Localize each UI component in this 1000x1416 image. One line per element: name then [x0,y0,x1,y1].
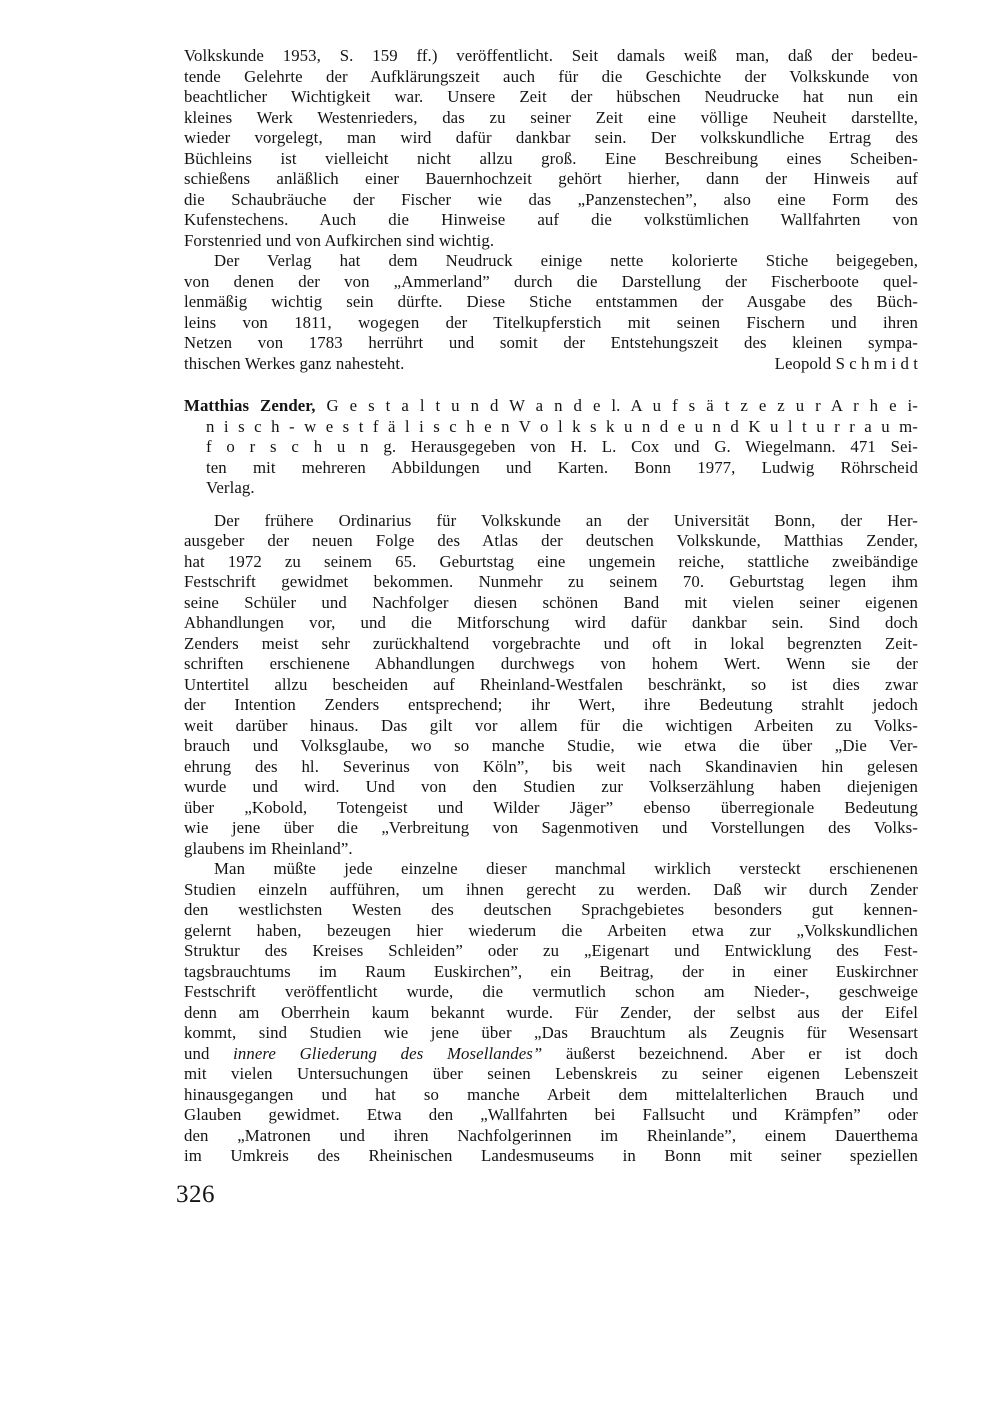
text-line: Verlag. [206,478,255,497]
text-line: schriften erschienene Abhandlungen durchwegs von hohem Wert. Wenn sie der [184,654,918,673]
review-previous-conclusion [184,46,918,374]
text-line: Festschrift gewidmet bekommen. Nunmehr zu seinem 70. Geburtstag legen ihm [184,572,918,591]
text-line: Studien einzeln aufführen, um ihnen gerecht zu werden. Daß wir durch Zender [184,879,918,899]
text-segment: und [184,1043,234,1063]
text-line: tende Gelehrte der Aufklärungszeit auch für die Geschichte der Volkskunde von [184,66,918,86]
text-segment: G e s t a l t u n d W a n d e l. A u f s ä t z e z u r A r h e i- [315,396,918,415]
text-line: glaubens im Rheinland”. [184,838,353,858]
author-name-bold: Matthias Zender, [184,396,316,415]
text-line: beachtlicher Wichtigkeit war. Unsere Zeit der hübschen Neudrucke hat nun ein [184,87,918,106]
text-line: der Intention Zenders entsprechend; ihr Wert, ihre Bedeutung strahlt jedoch [184,695,918,714]
book-citation-heading [184,396,918,499]
text-line: Festschrift veröffentlicht wurde, die vermutlich schon am Nieder-, geschweige [184,982,918,1001]
text-line: im Umkreis des Rheinischen Landesmuseums in Bonn mit seiner speziellen [184,1146,918,1165]
text-line: den „Matronen und ihren Nachfolgerinnen im Rheinlande”, einem Dauerthema [184,1125,918,1145]
text-line: ausgeber der neuen Folge des Atlas der deutschen Volkskunde, Matthias Zender, [184,531,918,550]
text-line: von denen der von „Ammerland” durch die Darstellung der Fischerboote quel- [184,271,918,291]
text-line: weit darüber hinaus. Das gilt vor allem für die wichtigen Arbeiten zu Volks- [184,715,918,735]
page-number: 326 [176,1181,215,1208]
review-paragraph-1 [184,511,918,860]
text-line: kommt, sind Studien wie jene über „Das Brauchtum als Zeugnis für Wesensart [184,1023,918,1042]
text-line: Man müßte jede einzelne dieser manchmal wirklich versteckt erschienenen [214,859,918,878]
text-line: schießens anläßlich einer Bauernhochzeit gehört hierher, dann der Hinweis auf [184,169,918,188]
text-line: Kufenstechens. Auch die Hinweise auf die volkstümlichen Wallfahrten von [184,210,918,229]
reviewer-signature: Leopold S c h m i d t [774,353,918,373]
text-line: tagsbrauchtums im Raum Euskirchen”, ein Beitrag, der in einer Euskirchner [184,961,918,981]
text-line: hat 1972 zu seinem 65. Geburtstag eine ungemein reiche, stattliche zweibändige [184,551,918,571]
text-block [184,46,918,1167]
text-line: wie jene über die „Verbreitung von Sagenmotiven und Vorstellungen des Volks- [184,818,918,837]
text-line: Der frühere Ordinarius für Volkskunde an der Universität Bonn, der Her- [214,510,918,530]
text-line: leins von 1811, wogegen der Titelkupferstich mit seinen Fischern und ihren [184,312,918,332]
text-line: den westlichsten Westen des deutschen Sprachgebietes besonders gut kennen- [184,900,918,919]
text-line: n i s c h - w e s t f ä l i s c h e n V o l k s k u n d e u n d K u l t u r r a u m- [206,416,918,436]
paragraph-end-text: thischen Werkes ganz nahesteht. [184,353,405,373]
text-line [184,1044,918,1065]
text-line: ehrung des hl. Severinus von Köln”, bis weit nach Skandinavien hin gelesen [184,756,918,776]
text-line: Büchleins ist vielleicht nicht allzu groß. Eine Beschreibung eines Scheiben- [184,148,918,168]
text-line: f o r s c h u n g. Herausgegeben von H. L. Cox und G. Wiegelmann. 471 Sei- [206,437,918,456]
text-line: ten mit mehreren Abbildungen und Karten. Bonn 1977, Ludwig Röhrscheid [206,457,918,477]
text-line: kleines Werk Westenrieders, das zu seiner Zeit eine völlige Neuheit darstellte, [184,107,918,127]
text-line: Netzen von 1783 herrührt und somit der Entstehungszeit des kleinen sympa- [184,333,918,352]
text-line: Der Verlag hat dem Neudruck einige nette kolorierte Stiche beigegeben, [214,251,918,270]
review-paragraph-2 [184,859,918,1167]
text-line: Glauben gewidmet. Etwa den „Wallfahrten bei Fallsucht und Krämpfen” oder [184,1105,918,1124]
text-line: Abhandlungen vor, und die Mitforschung wird dafür dankbar sein. Sind doch [184,613,918,632]
text-line [184,396,918,417]
text-line: Volkskunde 1953, S. 159 ff.) veröffentlicht. Seit damals weiß man, daß der bedeu- [184,46,918,65]
text-line: denn am Oberrhein kaum bekannt wurde. Für Zender, der selbst aus der Eifel [184,1002,918,1022]
text-line: Forstenried und von Aufkirchen sind wichtig. [184,230,495,250]
italic-phrase: innere Gliederung des Mosellandes” [233,1043,543,1063]
text-line: wurde und wird. Und von den Studien zur Volkserzählung haben diejenigen [184,777,918,796]
text-line: die Schaubräuche der Fischer wie das „Panzenstechen”, also eine Form des [184,189,918,209]
text-segment: äußerst bezeichnend. Aber er ist doch [542,1043,918,1063]
text-line: wieder vorgelegt, man wird dafür dankbar sein. Der volkskundliche Ertrag des [184,128,918,147]
text-line: mit vielen Untersuchungen über seinen Lebenskreis zu seiner eigenen Lebenszeit [184,1064,918,1083]
text-line: seine Schüler und Nachfolger diesen schönen Band mit vielen seiner eigenen [184,592,918,612]
text-line: lenmäßig wichtig sein dürfte. Diese Stiche entstammen der Ausgabe des Büch- [184,292,918,311]
text-line [184,354,918,375]
text-line: über „Kobold, Totengeist und Wilder Jäger” ebenso überregionale Bedeutung [184,797,918,817]
text-line: gelernt haben, bezeugen hier wiederum die Arbeiten etwa zur „Volkskundlichen [184,920,918,940]
text-line: Untertitel allzu bescheiden auf Rheinland-Westfalen beschränkt, so ist dies zwar [184,674,918,694]
text-line: brauch und Volksglaube, wo so manche Studie, wie etwa die über „Die Ver- [184,736,918,755]
text-line: hinausgegangen und hat so manche Arbeit dem mittelalterlichen Brauch und [184,1084,918,1104]
text-line: Struktur des Kreises Schleiden” oder zu „Eigenart und Entwicklung des Fest- [184,941,918,960]
text-line: Zenders meist sehr zurückhaltend vorgebrachte und oft in lokal begrenzten Zeit- [184,633,918,653]
